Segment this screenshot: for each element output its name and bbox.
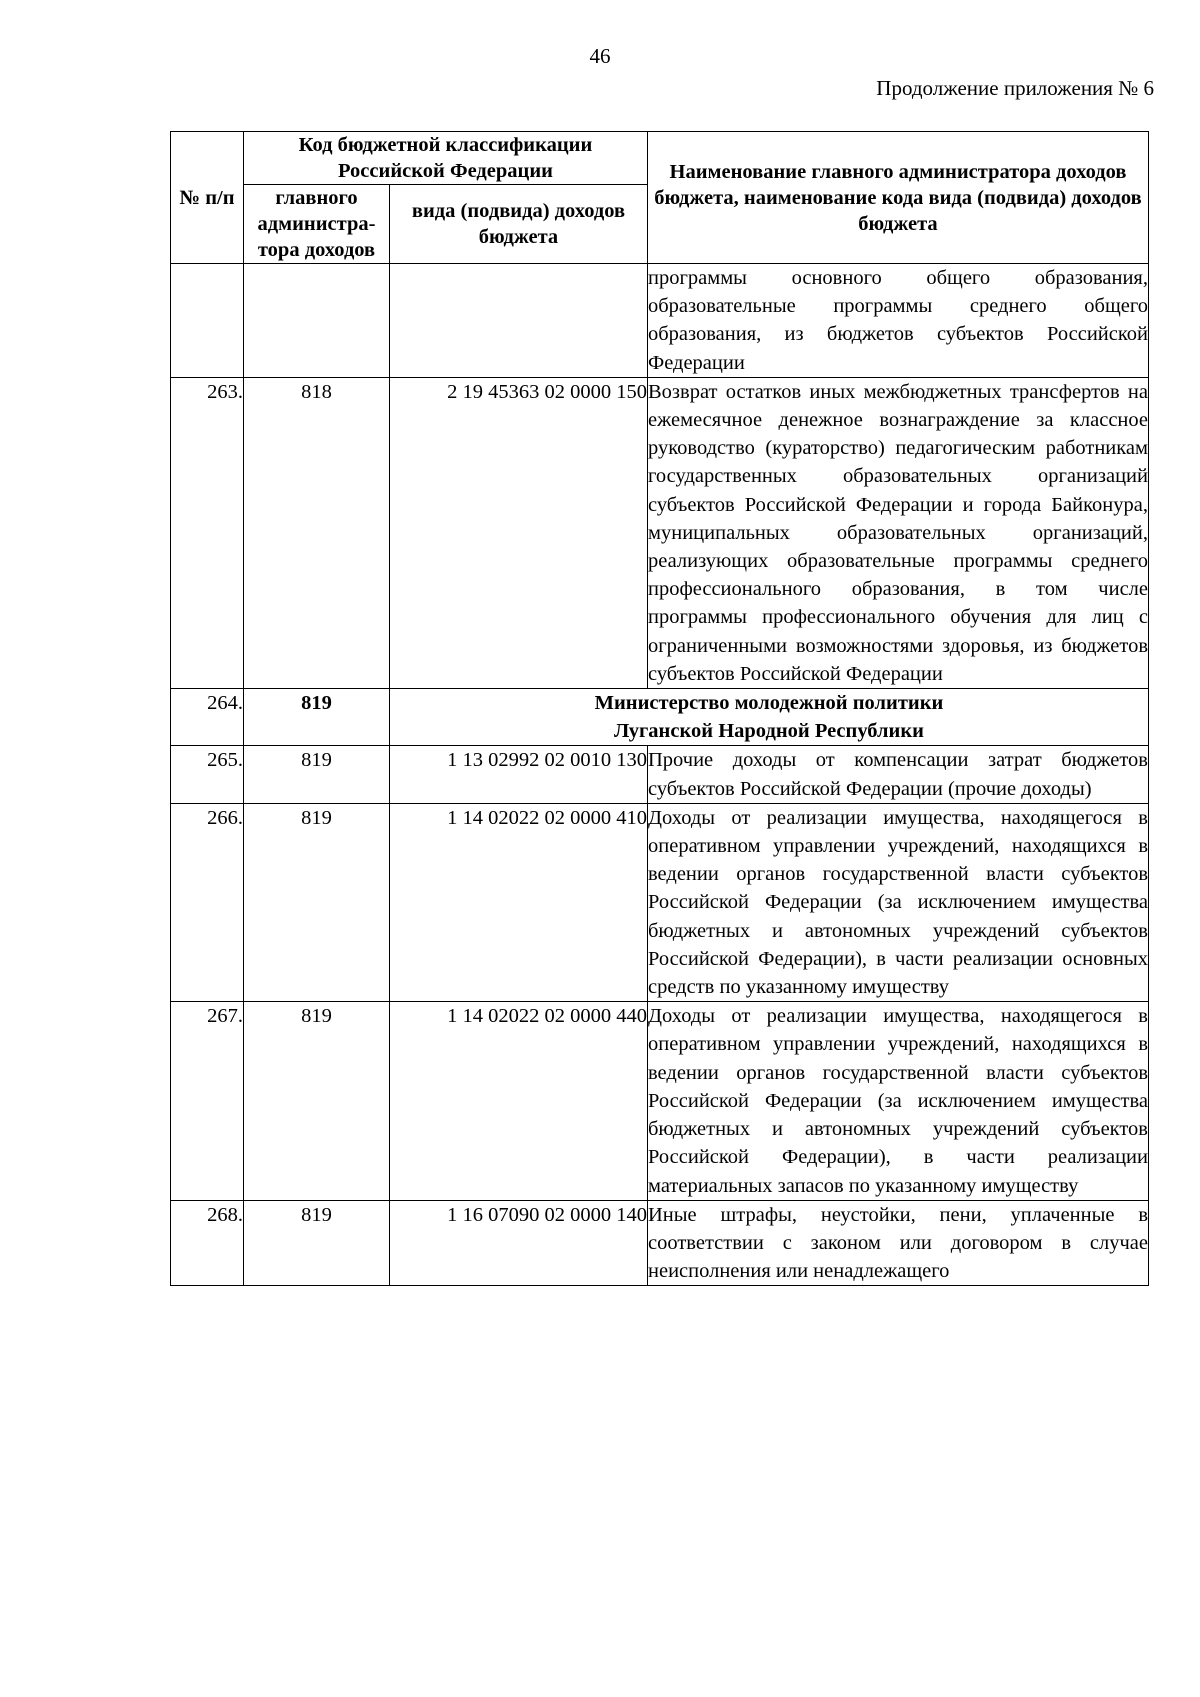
cell-num: 268. [171, 1200, 244, 1286]
table-row [171, 746, 1149, 803]
cell-code: 1 14 02022 02 0000 440 [390, 1002, 648, 1200]
table-row-continued [171, 264, 1149, 378]
cell-admin: 819 [244, 803, 390, 1001]
cell-admin: 818 [244, 377, 390, 688]
ministry-title-line1: Министерство молодежной политики [594, 692, 944, 715]
cell-code: 1 13 02992 02 0010 130 [390, 746, 648, 803]
cell-code [390, 264, 648, 378]
cell-num: 267. [171, 1002, 244, 1200]
cell-name: Иные штрафы, неустойки, пени, уплаченные в соответствии с законом или договором в случае неисполнения или ненадлежащего [648, 1200, 1149, 1286]
table-row [171, 377, 1149, 688]
header-name: Наименование главного администратора доходов бюджета, наименование кода вида (подвида) доходов бюджета [648, 132, 1149, 264]
cell-code: 1 14 02022 02 0000 410 [390, 803, 648, 1001]
header-num: № п/п [171, 132, 244, 264]
cell-num: 265. [171, 746, 244, 803]
table-row-ministry [171, 689, 1149, 746]
cell-name: Доходы от реализации имущества, находящегося в оперативном управлении учреждений, находящихся в ведении органов государственной власти субъектов Российской Федерации (за исключением имущества бюджетных и автономных учреждений субъектов Российской Федерации), в части реализации материальных запасов по указанному имуществу [648, 1002, 1149, 1200]
page-number: 46 [589, 44, 611, 68]
ministry-title [390, 689, 1149, 746]
cell-name: программы основного общего образования, образовательные программы среднего общего образования, из бюджетов субъектов Российской Федерации [648, 264, 1149, 378]
table-row [171, 1002, 1149, 1200]
cell-admin: 819 [244, 746, 390, 803]
cell-code: 2 19 45363 02 0000 150 [390, 377, 648, 688]
cell-admin: 819 [244, 1200, 390, 1286]
header-row-top [171, 132, 1149, 185]
header-admin: главного администра-тора доходов [244, 185, 390, 264]
cell-admin [244, 264, 390, 378]
cell-code: 1 16 07090 02 0000 140 [390, 1200, 648, 1286]
cell-admin: 819 [244, 1002, 390, 1200]
cell-num [171, 264, 244, 378]
cell-num: 266. [171, 803, 244, 1001]
table-row [171, 1200, 1149, 1286]
ministry-title-line2: Луганской Народной Республики [613, 720, 924, 743]
header-code-group: Код бюджетной классификации Российской Федерации [244, 132, 648, 185]
cell-admin: 819 [244, 689, 390, 746]
cell-name: Доходы от реализации имущества, находящегося в оперативном управлении учреждений, находящихся в ведении органов государственной власти субъектов Российской Федерации (за исключением имущества бюджетных и автономных учреждений субъектов Российской Федерации), в части реализации основных средств по указанному имуществу [648, 803, 1149, 1001]
appendix-continuation-label: Продолжение приложения № 6 [876, 76, 1154, 100]
cell-name: Возврат остатков иных межбюджетных трансфертов на ежемесячное денежное вознаграждение за классное руководство (кураторство) педагогическим работникам государственных образовательных организаций субъектов Российской Федерации и города Байконура, муниципальных образовательных организаций, реализующих образовательные программы среднего профессионального образования, в том числе программы профессионального обучения для лиц с ограниченными возможностями здоровья, из бюджетов субъектов Российской Федерации [648, 377, 1149, 688]
budget-classification-table [170, 131, 1149, 1286]
cell-num: 264. [171, 689, 244, 746]
table-row [171, 803, 1149, 1001]
cell-num: 263. [171, 377, 244, 688]
cell-name: Прочие доходы от компенсации затрат бюджетов субъектов Российской Федерации (прочие доходы) [648, 746, 1149, 803]
header-kind: вида (подвида) доходов бюджета [390, 185, 648, 264]
